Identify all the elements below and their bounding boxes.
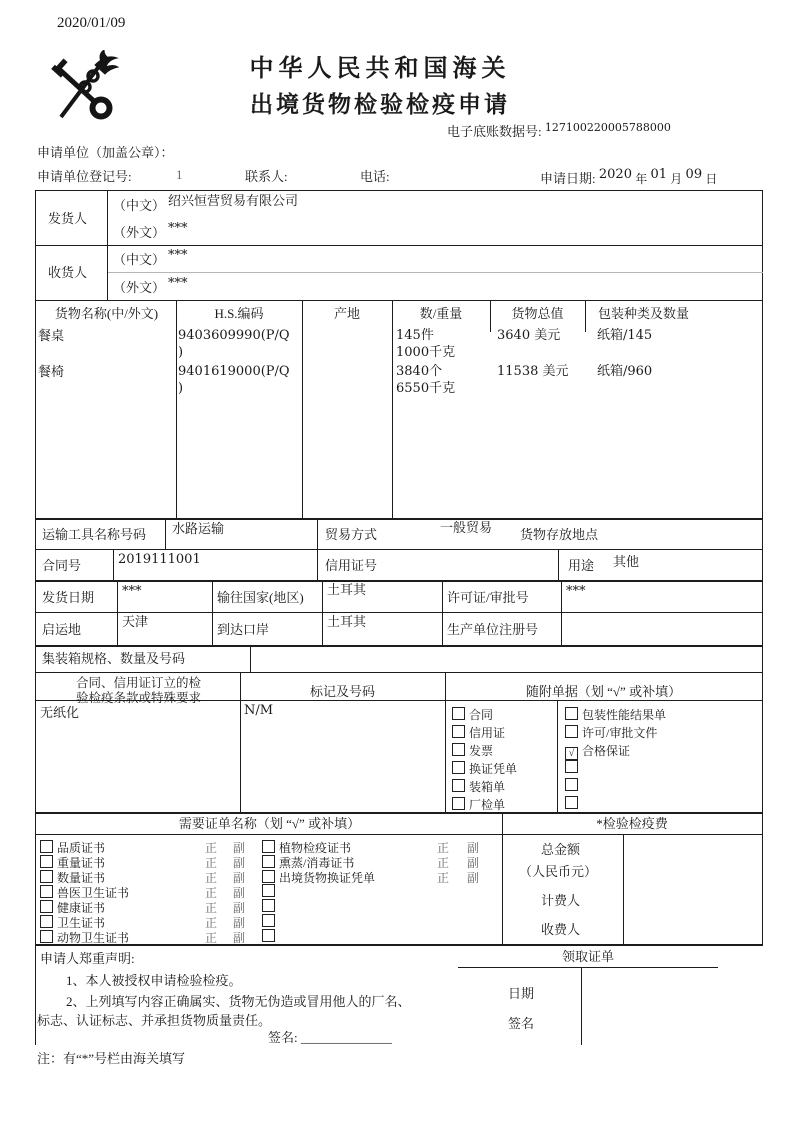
- doc-item-invoice: [452, 742, 493, 759]
- declaration-title: 申请人郑重声明:: [40, 951, 135, 966]
- apply-date: [540, 167, 718, 188]
- checkbox-blank[interactable]: [565, 796, 578, 809]
- customs-emblem-icon: [46, 50, 120, 124]
- consignor-cn-value: 绍兴恒营贸易有限公司: [168, 193, 299, 208]
- divider-line: [581, 967, 582, 1045]
- contact-label: 联系人:: [245, 169, 288, 184]
- doc-label: 厂检单: [469, 798, 506, 812]
- divider-line: [322, 580, 323, 645]
- storage-label: 货物存放地点: [520, 527, 599, 542]
- doc-item-contract: [452, 706, 493, 723]
- apply-date-label: 申请日期:: [540, 171, 596, 186]
- goods-row-qty1: 145件: [396, 328, 434, 343]
- consignee-fn-label: （外文）: [113, 280, 166, 295]
- goods-row-hs: 9403609990(P/Q: [178, 328, 290, 343]
- goods-row-hs-cont: ): [178, 345, 184, 360]
- marks-header: 标记及号码: [309, 684, 375, 699]
- goods-header-origin: 产地: [333, 306, 360, 321]
- contract-value: 2019111001: [118, 552, 201, 567]
- phone-label: 电话:: [360, 169, 390, 184]
- doc-label: 合同: [469, 708, 494, 722]
- orig-label: 正: [205, 901, 218, 915]
- goods-row-name: 餐椅: [38, 364, 65, 379]
- divider-line: [35, 812, 763, 814]
- doc-label: 发票: [469, 744, 494, 758]
- divider-line: [250, 645, 251, 672]
- goods-header-value: 货物总值: [511, 306, 564, 321]
- divider-line: [35, 245, 763, 246]
- consignor-cn-label: （中文）: [113, 198, 166, 213]
- goods-row-hs-cont: ): [178, 381, 184, 396]
- apply-date-day: 09: [685, 167, 703, 182]
- goods-header-hs: H.S.编码: [214, 306, 264, 321]
- divider-line: [35, 190, 763, 191]
- divider-line: [35, 518, 763, 520]
- doc-label: 装箱单: [469, 780, 506, 794]
- cert-label: 熏蒸/消毒证书: [279, 856, 355, 870]
- usage-label: 用途: [568, 558, 595, 573]
- checkbox-invoice[interactable]: [452, 743, 465, 756]
- dup-label: 副: [467, 856, 480, 870]
- declaration-item2: 2、上列填写内容正确属实、货物无伪造或冒用他人的厂名、: [66, 994, 411, 1009]
- doc-label: 换证凭单: [469, 762, 518, 776]
- goods-header-name: 货物名称(中/外文): [54, 306, 159, 321]
- arrival-value: 土耳其: [327, 614, 367, 629]
- transport-label: 运输工具名称号码: [42, 527, 147, 542]
- dup-label: 副: [233, 931, 246, 945]
- doc-item-conformity-guarantee: [565, 742, 630, 760]
- checkbox-factory-inspection[interactable]: [452, 797, 465, 810]
- clause-header-line1: 合同、信用证订立的检: [75, 676, 201, 690]
- orig-label: 正: [205, 916, 218, 930]
- permit-label: 许可证/审批号: [447, 590, 529, 605]
- checkbox-veterinary-cert[interactable]: [40, 885, 53, 898]
- declaration-item1: 1、本人被授权申请检验检疫。: [66, 973, 242, 988]
- goods-row-packing: 纸箱/960: [597, 364, 653, 379]
- trade-mode-label: 贸易方式: [325, 527, 378, 542]
- divider-line: [442, 580, 443, 645]
- goods-row-total: 11538 美元: [497, 364, 569, 379]
- divider-line: [317, 518, 318, 580]
- arrival-label: 到达口岸: [217, 622, 270, 637]
- orig-label: 正: [205, 841, 218, 855]
- checkbox-blank[interactable]: [565, 760, 578, 773]
- goods-row-qty2: 6550千克: [396, 381, 456, 396]
- divider-line: [458, 967, 718, 968]
- doc-label: 许可/审批文件: [582, 726, 658, 740]
- cert-item-blank: [262, 914, 279, 930]
- divider-line: [561, 580, 562, 645]
- doc-item-packaging-performance: [565, 706, 666, 723]
- clause-header-line2: 验检疫条款或特殊要求: [75, 691, 201, 705]
- goods-row-qty1: 3840个: [396, 364, 443, 379]
- goods-row-hs: 9401619000(P/Q: [178, 364, 290, 379]
- consignee-label: 收货人: [48, 265, 88, 280]
- checkbox-weight-cert[interactable]: [40, 855, 53, 868]
- checkbox-blank[interactable]: [565, 778, 578, 791]
- dest-country-label: 输往国家(地区): [217, 590, 304, 605]
- certificates-header: 需要证单名称（划 “√” 或补填）: [178, 816, 361, 831]
- applicant-reg-value: 1: [176, 167, 183, 182]
- year-char: 年: [635, 172, 648, 186]
- checkbox-quality-cert[interactable]: [40, 840, 53, 853]
- dup-label: 副: [233, 916, 246, 930]
- divider-line: [558, 549, 559, 580]
- dup-label: 副: [467, 871, 480, 885]
- dup-label: 副: [233, 841, 246, 855]
- fees-total-currency-label: （人民币元）: [519, 864, 598, 879]
- goods-row-packing: 纸箱/145: [597, 328, 653, 343]
- divider-line: [212, 580, 213, 645]
- doc-item-permit-docs: [565, 724, 657, 741]
- dup-label: 副: [233, 856, 246, 870]
- cert-item-blank: [262, 929, 279, 945]
- checkbox-blank[interactable]: [262, 929, 275, 942]
- orig-label: 正: [437, 856, 450, 870]
- apply-date-year: 2020: [598, 167, 632, 182]
- checkbox-packaging-performance[interactable]: [565, 707, 578, 720]
- fees-collector-label: 收费人: [541, 922, 581, 937]
- consignee-fn-value: ***: [168, 276, 188, 291]
- checkbox-fumigation-cert[interactable]: [262, 855, 275, 868]
- pickup-date-label: 日期: [508, 986, 535, 1001]
- divider-line: [392, 300, 393, 518]
- eledger-number: 127100220005788000: [544, 121, 671, 134]
- checkbox-blank[interactable]: [262, 899, 275, 912]
- doc-label: 信用证: [469, 726, 506, 740]
- cert-label: 重量证书: [57, 856, 106, 870]
- ship-date-label: 发货日期: [42, 590, 95, 605]
- footnote: 注：有“*”号栏由海关填写: [37, 1051, 186, 1066]
- orig-label: 正: [437, 871, 450, 885]
- cert-label: 健康证书: [57, 901, 106, 915]
- cert-label: 出境货物换证凭单: [279, 871, 376, 885]
- consignee-cn-label: （中文）: [113, 252, 166, 267]
- doc-item-factory-inspection: [452, 796, 505, 813]
- goods-header-qty: 数/重量: [419, 306, 463, 321]
- checkbox-exchange-voucher[interactable]: [452, 761, 465, 774]
- apply-date-month: 01: [650, 167, 668, 182]
- divider-line: [117, 580, 118, 645]
- cert-label: 植物检疫证书: [279, 841, 352, 855]
- checkbox-conformity-guarantee[interactable]: √: [565, 747, 578, 760]
- cert-label: 兽医卫生证书: [57, 886, 130, 900]
- cert-item-exit-exchange-voucher: [262, 869, 497, 886]
- applicant-unit-label: 申请单位（加盖公章）：: [37, 145, 174, 160]
- divider-line: [107, 272, 763, 273]
- checkbox-sanitary-cert[interactable]: [40, 915, 53, 928]
- checkbox-exit-exchange-voucher[interactable]: [262, 870, 275, 883]
- orig-label: 正: [205, 886, 218, 900]
- departure-label: 启运地: [42, 622, 82, 637]
- doc-item-exchange-voucher: [452, 760, 517, 777]
- applicant-reg-label: 申请单位登记号:: [37, 169, 132, 184]
- declaration-item2-cont: 标志、认证标志、并承担货物质量责任。: [37, 1013, 272, 1028]
- divider-line: [35, 834, 763, 835]
- divider-line: [35, 672, 763, 673]
- orig-label: 正: [205, 871, 218, 885]
- doc-item-lc: [452, 724, 505, 741]
- checkbox-permit-docs[interactable]: [565, 725, 578, 738]
- dup-label: 副: [233, 871, 246, 885]
- consignee-cn-value: ***: [168, 248, 188, 263]
- contract-label: 合同号: [42, 558, 82, 573]
- clause-value: 无纸化: [40, 705, 80, 720]
- doc-item-packing-list: [452, 778, 505, 795]
- divider-line: [557, 700, 558, 812]
- day-char: 日: [705, 172, 718, 186]
- cert-label: 卫生证书: [57, 916, 106, 930]
- checkbox-letter-of-credit[interactable]: [452, 725, 465, 738]
- fees-header: *检验检疫费: [596, 816, 668, 831]
- usage-value: 其他: [613, 554, 640, 569]
- divider-line: [502, 812, 503, 944]
- divider-line: [107, 190, 108, 300]
- declaration-sign-line[interactable]: 签名: ______________: [268, 1030, 392, 1045]
- trade-mode-value: 一般贸易: [440, 520, 493, 535]
- divider-line: [623, 834, 624, 944]
- month-char: 月: [670, 172, 683, 186]
- goods-row-qty2: 1000千克: [396, 345, 456, 360]
- divider-line: [585, 300, 586, 332]
- divider-line: [302, 300, 303, 518]
- docs-header: 随附单据（划 “√” 或补填）: [525, 684, 682, 699]
- divider-line: [35, 645, 763, 647]
- goods-header-packing: 包装种类及数量: [598, 306, 690, 321]
- container-label: 集装箱规格、数量及号码: [42, 651, 186, 666]
- divider-line: [35, 549, 763, 550]
- consignor-fn-label: （外文）: [113, 225, 166, 240]
- fees-calculator-label: 计费人: [541, 893, 581, 908]
- dup-label: 副: [233, 901, 246, 915]
- ship-date-value: ***: [122, 584, 142, 599]
- cert-label: 品质证书: [57, 841, 106, 855]
- marks-value: N/M: [244, 703, 274, 718]
- divider-line: [113, 549, 114, 580]
- doc-label: 合格保证: [582, 744, 631, 758]
- checkbox-blank[interactable]: [262, 884, 275, 897]
- checkbox-packing-list[interactable]: [452, 779, 465, 792]
- transport-value: 水路运输: [172, 521, 225, 536]
- divider-line: [176, 300, 177, 518]
- dup-label: 副: [467, 841, 480, 855]
- checkbox-phytosanitary-cert[interactable]: [262, 840, 275, 853]
- checkbox-quantity-cert[interactable]: [40, 870, 53, 883]
- doc-item-blank: [565, 796, 582, 812]
- form-title-line1: 中华人民共和国海关: [249, 56, 511, 82]
- checkbox-contract[interactable]: [452, 707, 465, 720]
- fees-total-label: 总金额: [541, 842, 581, 857]
- permit-value: ***: [566, 584, 586, 599]
- consignor-label: 发货人: [48, 211, 88, 226]
- doc-label: 包装性能结果单: [582, 708, 667, 722]
- checkbox-blank[interactable]: [262, 914, 275, 927]
- divider-line: [762, 190, 763, 944]
- goods-row-total: 3640 美元: [497, 328, 561, 343]
- consignor-fn-value: ***: [168, 221, 188, 236]
- goods-row-name: 餐桌: [38, 328, 65, 343]
- orig-label: 正: [437, 841, 450, 855]
- divider-line: [165, 518, 166, 549]
- doc-item-blank: [565, 778, 582, 794]
- cert-label: 数量证书: [57, 871, 106, 885]
- producer-reg-label: 生产单位注册号: [447, 622, 539, 637]
- eledger-label: 电子底账数据号:: [447, 124, 542, 139]
- cert-item-blank: [262, 899, 279, 915]
- divider-line: [35, 612, 763, 613]
- lc-label: 信用证号: [325, 558, 378, 573]
- pickup-sign-label: 签名: [508, 1016, 535, 1031]
- orig-label: 正: [205, 856, 218, 870]
- doc-item-blank: [565, 760, 582, 776]
- divider-line: [35, 190, 36, 1045]
- cert-item-animal-health: [40, 929, 265, 946]
- checkbox-animal-health-cert[interactable]: [40, 930, 53, 943]
- dest-country-value: 土耳其: [327, 582, 367, 597]
- divider-line: [35, 580, 763, 582]
- print-date: 2020/01/09: [57, 15, 126, 31]
- dup-label: 副: [233, 886, 246, 900]
- orig-label: 正: [205, 931, 218, 945]
- departure-value: 天津: [122, 614, 149, 629]
- checkbox-health-cert[interactable]: [40, 900, 53, 913]
- pickup-header: 领取证单: [561, 949, 614, 964]
- cert-item-blank: [262, 884, 279, 900]
- cert-label: 动物卫生证书: [57, 931, 130, 945]
- divider-line: [35, 300, 763, 301]
- form-title-line2: 出境货物检验检疫申请: [250, 92, 510, 117]
